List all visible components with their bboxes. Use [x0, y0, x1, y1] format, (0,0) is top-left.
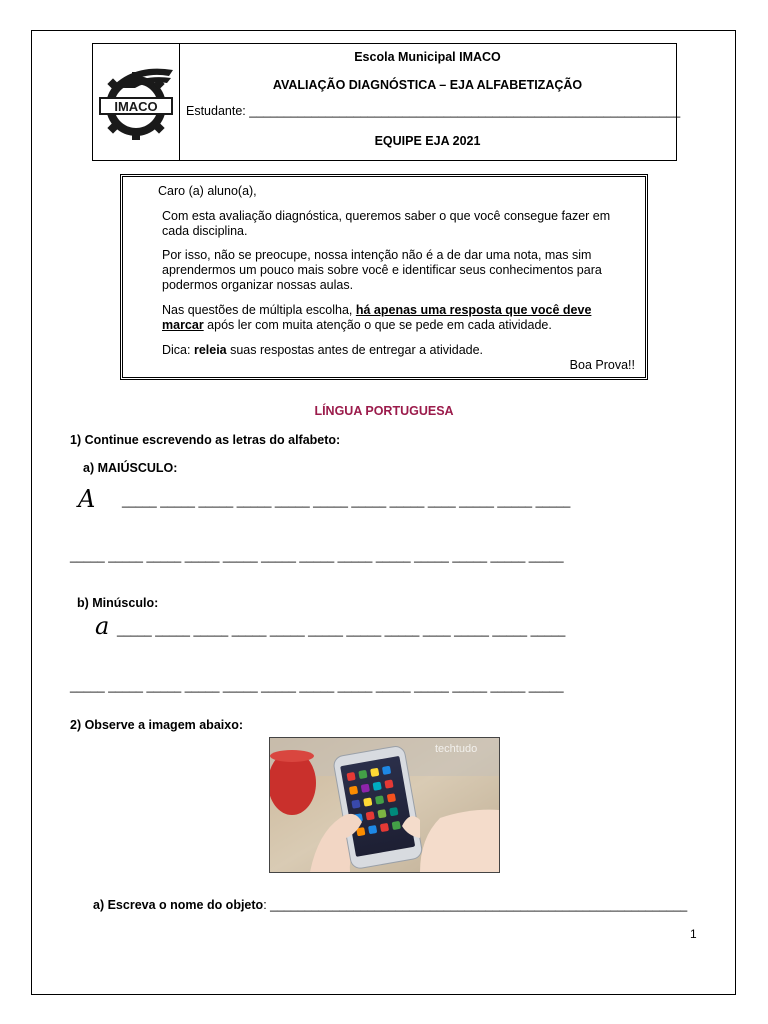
paragraph-3-emphasis: há apenas uma resposta que você deve marcar — [162, 303, 592, 332]
uppercase-start-letter: A — [78, 485, 96, 513]
tip-emphasis: releia — [193, 343, 227, 357]
object-name-field[interactable]: : ____________________________________________________________ — [263, 898, 688, 912]
school-logo — [93, 44, 180, 160]
question-2a-label: a) Escreva o nome do objeto — [93, 898, 264, 912]
logo-text: IMACO — [114, 99, 158, 114]
question-2-title: 2) Observe a imagem abaixo: — [70, 718, 243, 732]
question-2a-line — [93, 898, 687, 912]
lowercase-blanks-row-2[interactable]: _____ _____ _____ _____ _____ _____ _____ _____ _____ _____ _____ _____ _____ — [70, 679, 564, 693]
team-label: EQUIPE EJA 2021 — [374, 134, 481, 148]
tip-prefix: Dica: — [162, 343, 194, 357]
lowercase-start-letter: a — [95, 612, 110, 640]
gear-logo-icon — [97, 62, 175, 144]
paragraph-2: Por isso, não se preocupe, nossa intenção não é a de dar uma nota, mas sim aprendermos um pouco mais sobre você e identificar seus conhecimentos para podermos organizar nossas aulas. — [162, 248, 602, 292]
paragraph-3 — [162, 303, 622, 333]
uppercase-blanks-row-2[interactable]: _____ _____ _____ _____ _____ _____ _____ _____ _____ _____ _____ _____ _____ — [70, 549, 564, 563]
lowercase-blanks-row-1[interactable]: _____ _____ _____ _____ _____ _____ _____ _____ ____ _____ _____ _____ — [117, 623, 566, 637]
paragraph-1: Com esta avaliação diagnóstica, queremos saber o que você consegue fazer em cada disciplina. — [162, 209, 611, 238]
greeting: Caro (a) aluno(a), — [158, 184, 257, 198]
page-number: 1 — [690, 927, 697, 941]
question-1-title: 1) Continue escrevendo as letras do alfabeto: — [70, 433, 341, 447]
closing: Boa Prova!! — [569, 358, 635, 372]
paragraph-3-start: Nas questões de múltipla escolha, — [162, 303, 356, 317]
tip-line — [162, 343, 483, 358]
student-field[interactable]: Estudante: ______________________________________________________________ — [186, 104, 681, 118]
school-name: Escola Municipal IMACO — [354, 50, 501, 64]
paragraph-3-end: após ler com muita atenção o que se pede em cada atividade. — [203, 318, 552, 332]
photo-watermark: techtudo — [435, 743, 478, 755]
section-title: LÍNGUA PORTUGUESA — [314, 404, 454, 418]
smartphone-photo — [269, 737, 500, 873]
header-box — [92, 43, 681, 161]
question-1a-label: a) MAIÚSCULO: — [83, 461, 178, 475]
tip-end: suas respostas antes de entregar a atividade. — [226, 343, 484, 357]
question-1b-label: b) Minúsculo: — [77, 596, 159, 610]
instructions-box — [120, 174, 648, 380]
uppercase-blanks-row-1[interactable]: _____ _____ _____ _____ _____ _____ _____ _____ ____ _____ _____ _____ — [122, 494, 571, 508]
assessment-title: AVALIAÇÃO DIAGNÓSTICA – EJA ALFABETIZAÇÃO — [272, 78, 583, 92]
